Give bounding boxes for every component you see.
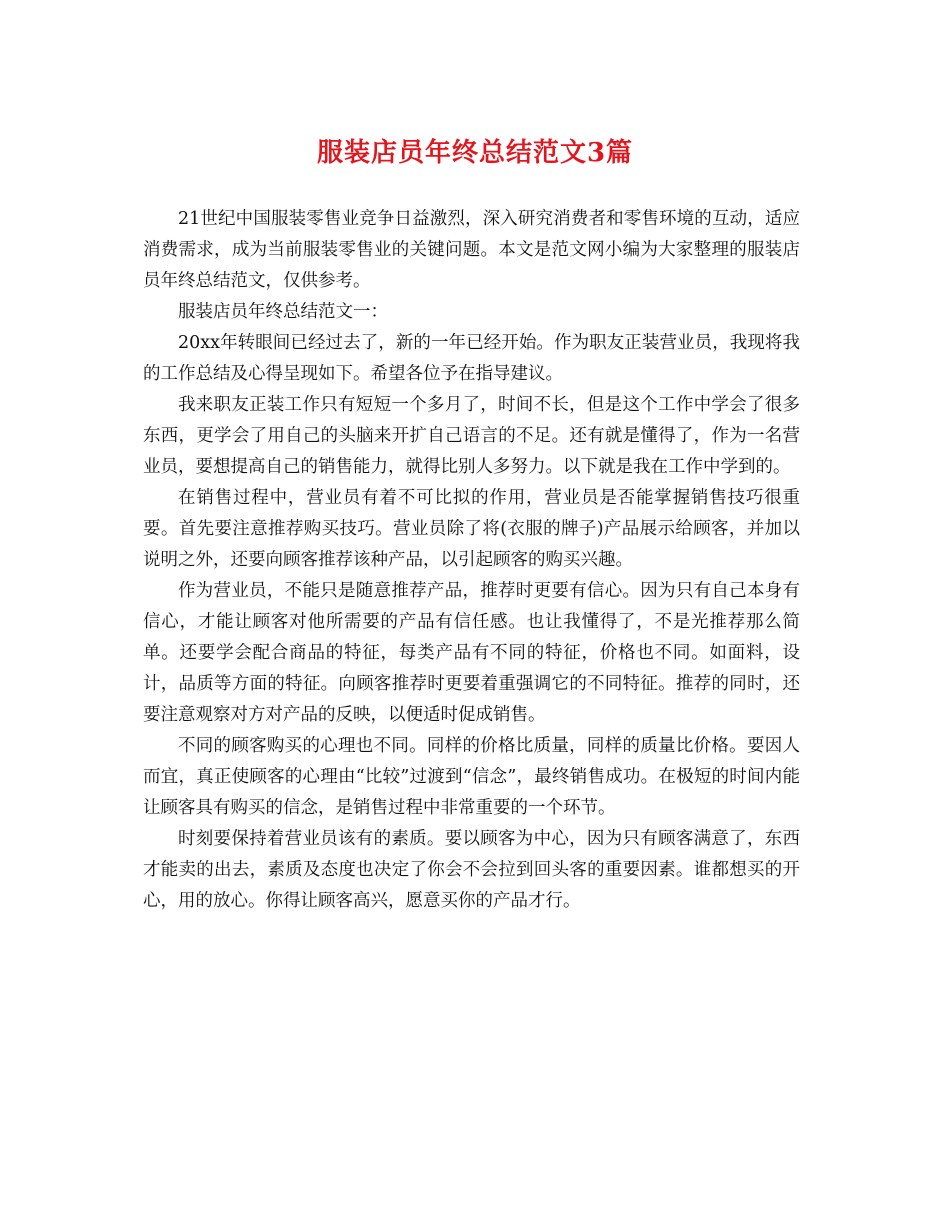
document-title: 服装店员年终总结范文3篇 — [316, 138, 634, 168]
section-heading: 服装店员年终总结范文一： — [178, 302, 388, 322]
body-paragraph: 时刻要保持着营业员该有的素质。要以顾客为中心，因为只有顾客满意了，东西才能卖的出去，素质及态度也决定了你会不会拉到回头客的重要因素。谁都想买的开心，用的放心。你得让顾客高兴，愿意买你的产品才行。 — [143, 829, 800, 911]
document-body — [143, 204, 800, 917]
intro-paragraph: 21世纪中国服装零售业竞争日益激烈，深入研究消费者和零售环境的互动，适应消费需求，成为当前服装零售业的关键问题。本文是范文网小编为大家整理的服装店员年终总结范文，仅供参考。 — [143, 209, 800, 291]
body-paragraph: 20xx年转眼间已经过去了，新的一年已经开始。作为职友正装营业员，我现将我的工作总结及心得呈现如下。希望各位予在指导建议。 — [143, 333, 800, 384]
body-paragraph: 作为营业员，不能只是随意推荐产品，推荐时更要有信心。因为只有自己本身有信心，才能让顾客对他所需要的产品有信任感。也让我懂得了，不是光推荐那么简单。还要学会配合商品的特征，每类产品有不同的特征，价格也不同。如面料，设计，品质等方面的特征。向顾客推荐时更要着重强调它的不同特征。推荐的同时，还要注意观察对方对产品的反映，以便适时促成销售。 — [143, 581, 800, 725]
body-paragraph: 我来职友正装工作只有短短一个多月了，时间不长，但是这个工作中学会了很多东西，更学会了用自己的头脑来开扩自己语言的不足。还有就是懂得了，作为一名营业员，要想提高自己的销售能力，就得比别人多努力。以下就是我在工作中学到的。 — [143, 395, 800, 477]
body-paragraph: 在销售过程中，营业员有着不可比拟的作用，营业员是否能掌握销售技巧很重要。首先要注意推荐购买技巧。营业员除了将(衣服的牌子)产品展示给顾客，并加以说明之外，还要向顾客推荐该种产品，以引起顾客的购买兴趣。 — [143, 488, 800, 570]
body-paragraph: 不同的顾客购买的心理也不同。同样的价格比质量，同样的质量比价格。要因人而宜，真正使顾客的心理由“比较”过渡到“信念”，最终销售成功。在极短的时间内能让顾客具有购买的信念，是销售过程中非常重要的一个环节。 — [143, 736, 800, 818]
